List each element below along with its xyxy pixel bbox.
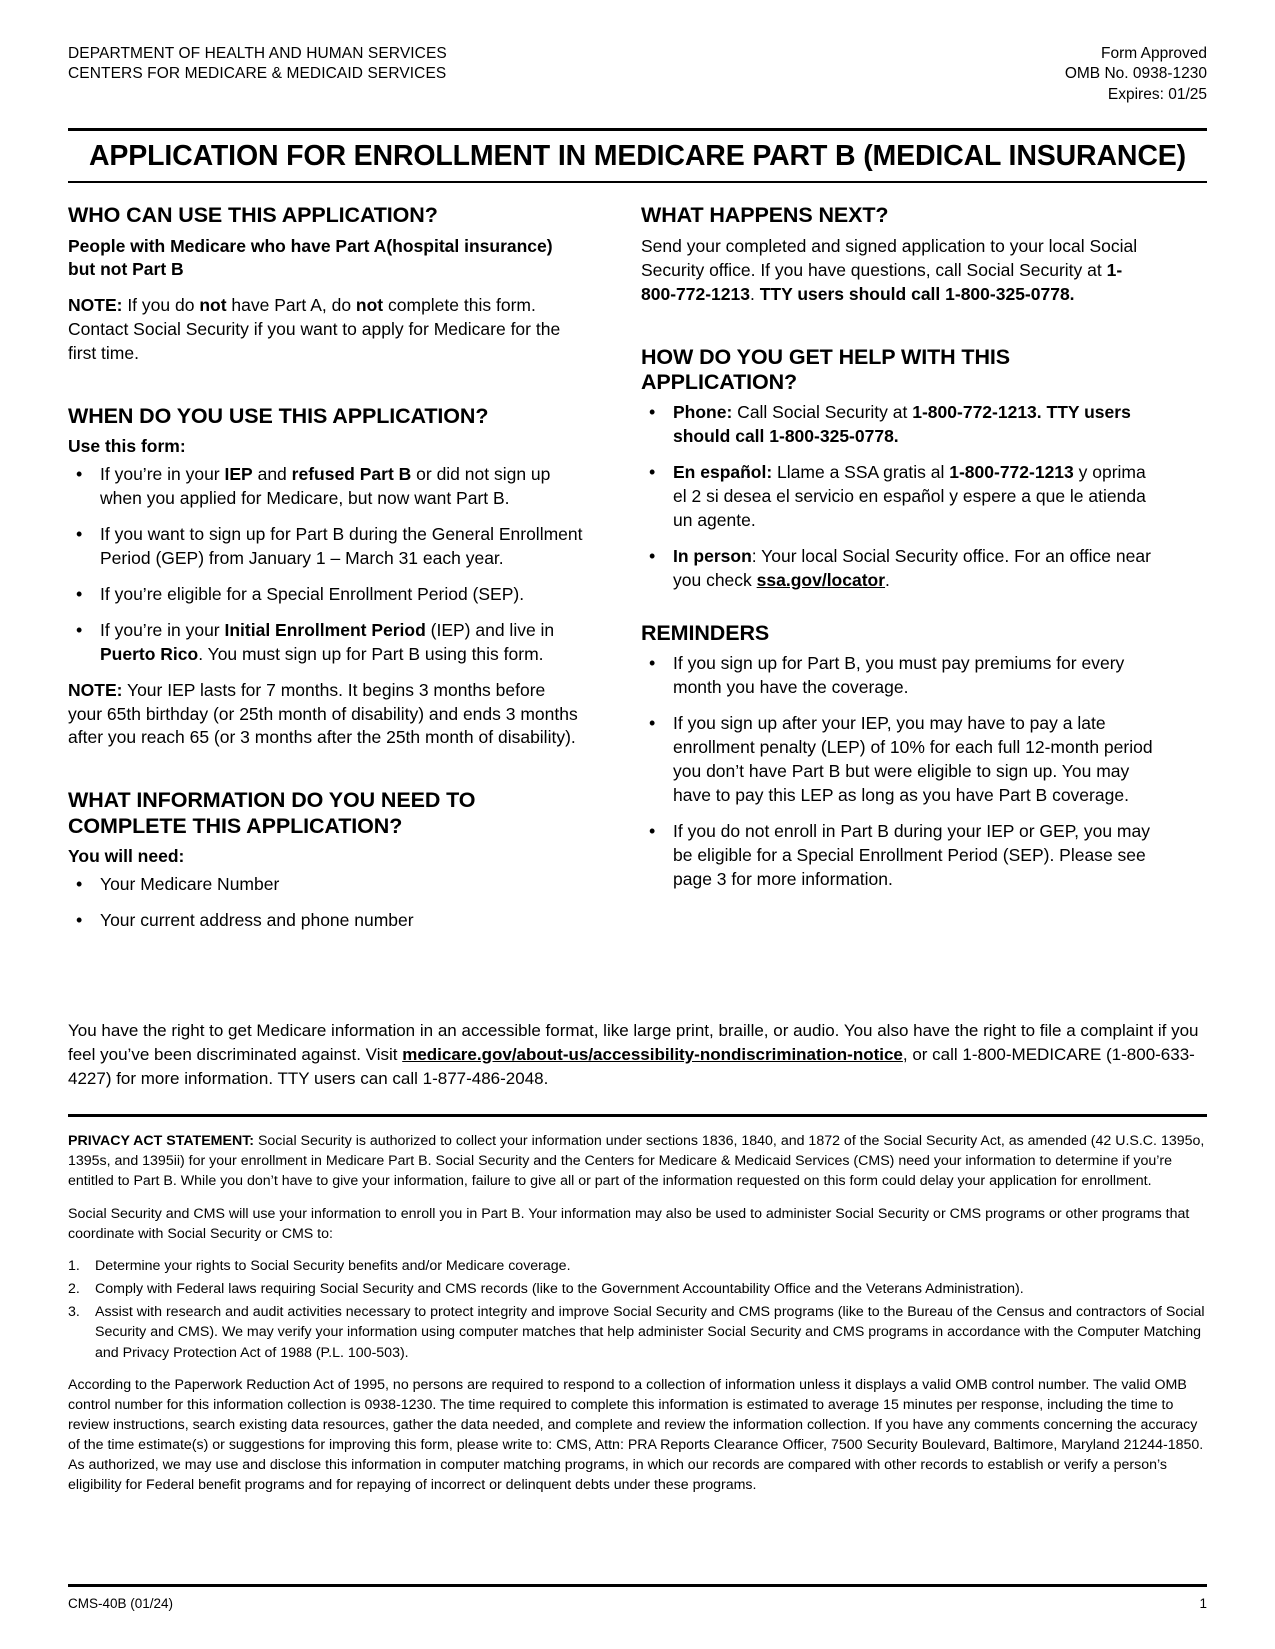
agency-name-block (68, 44, 447, 85)
phone-number: 1-800-772-1213 (912, 402, 1037, 423)
paperwork-reduction-paragraph: According to the Paperwork Reduction Act of 1995, no persons are required to respond to a collection of information unless it displays a valid OMB control number. The valid OMB control number for this information collection is 0938-1230. The time required to complete this information is estimated to average 15 minutes per response, including the time to review instructions, search existing data resources, gather the data needed, and complete and review the information collection. If you have any comments concerning the accuracy of the time estimate(s) or suggestions for improving this form, please write to: CMS, Attn: PRA Reports Clearance Officer, 7500 Security Boulevard, Baltimore, Maryland 21244-1850. As authorized, we may use and disclose this information in computer matching programs, in which our records are compared with other records to establish or verify a person’s eligibility for Federal benefit programs and for repaying of incorrect or delinquent debts under these programs. (68, 1376, 1204, 1494)
when-use-subhead: Use this form: (68, 436, 186, 457)
page-number: 1 (1199, 1596, 1207, 1611)
list-item: • If you sign up for Part B, you must pay premiums for every month you have the coverage. (641, 652, 1156, 700)
list-item-in-person (641, 545, 1156, 593)
next-text-1: Send your completed and signed application to your local Social Security office. If you have questions, call Social Security at (641, 235, 1138, 280)
list-item: • If you want to sign up for Part B during the General Enrollment Period (GEP) from January 1 – March 31 each year. (68, 523, 583, 571)
what-information-bullet-list (68, 873, 583, 933)
list-item: Determine your rights to Social Security benefits and/or Medicare coverage. (95, 1257, 571, 1274)
when-use-bullet-list (68, 463, 583, 667)
next-text-2: . (749, 283, 760, 304)
in-person-label: In person (673, 546, 752, 567)
privacy-divider (68, 1114, 1207, 1117)
privacy-label: PRIVACY ACT STATEMENT: (68, 1133, 255, 1150)
privacy-paragraph-1 (68, 1131, 1207, 1191)
accessibility-notice-link[interactable]: medicare.gov/about-us/accessibility-nondiscrimination-notice (402, 1044, 903, 1064)
phone-tty: . TTY users should call 1-800-325-0778. (673, 402, 1131, 447)
list-item: • Your Medicare Number (68, 873, 583, 897)
help-bullet-list (641, 401, 1156, 593)
phone-text: Call Social Security at (732, 402, 913, 423)
note-text: Your IEP lasts for 7 months. It begins 3 months before your 65th birthday (or 25th month of disability) and ends 3 months after you reach 65 (or 3 months after the 25th month of disability). (68, 679, 578, 748)
who-can-use-subhead: People with Medicare who have Part A(hospital insurance) but not Part B (68, 235, 553, 280)
list-item: • If you’re in your IEP and refused Part B or did not sign up when you applied for Medicare, but now want Part B. (68, 463, 583, 511)
footer-row (68, 1587, 1207, 1611)
espanol-text-2: y oprima el 2 si desea el servicio en español y espere a que le atienda un agente. (673, 462, 1146, 531)
ssa-phone-number: 1-800-772-1213 (641, 259, 1123, 304)
what-happens-next-text (641, 235, 1156, 307)
how-get-help-heading: HOW DO YOU GET HELP WITH THIS APPLICATION? (641, 344, 1010, 394)
espanol-text-1: Llame a SSA gratis al (772, 462, 950, 483)
agency-line-1: DEPARTMENT OF HEALTH AND HUMAN SERVICES (68, 45, 447, 62)
reminders-heading: REMINDERS (641, 621, 770, 646)
iep-note (68, 679, 583, 751)
note-label: NOTE: (68, 679, 123, 700)
list-item: • Your current address and phone number (68, 909, 583, 933)
list-item: Comply with Federal laws requiring Social Security and CMS records (like to the Government Accountability Office and the Veterans Administration). (95, 1281, 1024, 1298)
list-item: Assist with research and audit activities necessary to protect integrity and improve Social Security and CMS programs (like to the Bureau of the Census and contractors of Social Security and CMS). We may verify your information using computer matches that help administer Social Security and CMS programs in accordance with the Computer Matching and Privacy Protection Act of 1988 (P.L. 100-503). (95, 1304, 1205, 1361)
form-id: CMS-40B (01/24) (68, 1596, 174, 1611)
title-divider (68, 181, 1207, 183)
espanol-number: 1-800-772-1213 (949, 462, 1074, 483)
reminders-bullet-list (641, 652, 1156, 892)
list-item: • If you’re in your Initial Enrollment Period (IEP) and live in Puerto Rico. You must sign up for Part B using this form. (68, 619, 583, 667)
privacy-paragraph-1-text: Social Security is authorized to collect your information under sections 1836, 1840, and 1872 of the Social Security Act, as amended (42 U.S.C. 1395o, 1395s, and 1395ii) for your enrollment in Medicare Part B. Social Security and the Centers for Medicare & Medicaid Services (CMS) need your information to determine if you’re entitled to Part B. While you don’t have to give your information, failure to give all or part of the information requested on this form could delay your application for enrollment. (68, 1133, 1205, 1190)
omb-block (1065, 44, 1207, 105)
document-header (68, 44, 1207, 105)
list-item-phone (641, 401, 1156, 449)
ssa-locator-link[interactable]: ssa.gov/locator (756, 570, 886, 591)
who-can-use-note (68, 294, 583, 366)
omb-expires: Expires: 01/25 (1107, 85, 1207, 103)
privacy-numbered-list (68, 1256, 1207, 1363)
note-text: If you do not have Part A, do not complete this form. Contact Social Security if you want to apply for Medicare for the first time. (68, 294, 561, 363)
in-person-text-2: . (885, 570, 890, 591)
left-column (68, 203, 583, 944)
list-item: • If you’re eligible for a Special Enrollment Period (SEP). (68, 583, 583, 607)
in-person-text-1: : Your local Social Security office. For an office near you check (673, 546, 1151, 591)
form-approved-label: Form Approved (1101, 45, 1207, 62)
what-information-heading: WHAT INFORMATION DO YOU NEED TO COMPLETE THIS APPLICATION? (68, 788, 476, 838)
privacy-act-statement (68, 1131, 1207, 1496)
phone-label: Phone: (673, 402, 733, 423)
list-item-espanol (641, 461, 1156, 533)
page-footer (68, 1584, 1207, 1611)
omb-number: OMB No. 0938-1230 (1064, 65, 1207, 83)
espanol-label: En español: (673, 462, 773, 483)
accessibility-text-2: , or call 1-800-MEDICARE (1-800-633-4227) for more information. TTY users can call 1-877-486-2048. (68, 1044, 1195, 1088)
tty-phone-note: TTY users should call 1-800-325-0778. (759, 283, 1075, 304)
accessibility-notice (68, 1019, 1207, 1091)
list-item: • If you sign up after your IEP, you may have to pay a late enrollment penalty (LEP) of 10% for each full 12-month period you don’t have Part B but were eligible to sign up. You may have to pay this LEP as long as you have Part B coverage. (641, 712, 1156, 808)
agency-line-2: CENTERS FOR MEDICARE & MEDICAID SERVICES (68, 65, 447, 83)
right-column (641, 203, 1156, 944)
privacy-paragraph-2: Social Security and CMS will use your information to enroll you in Part B. Your information may also be used to administer Social Security or CMS programs or other programs that coordinate with Social Security or CMS to: (68, 1205, 1190, 1242)
page-title: APPLICATION FOR ENROLLMENT IN MEDICARE PART B (MEDICAL INSURANCE) (89, 140, 1186, 173)
two-column-body (68, 203, 1207, 944)
when-use-heading: WHEN DO YOU USE THIS APPLICATION? (68, 403, 489, 428)
what-happens-next-heading: WHAT HAPPENS NEXT? (641, 203, 889, 228)
accessibility-text-1: You have the right to get Medicare information in an accessible format, like large print, braille, or audio. You also have the right to file a complaint if you feel you’ve been discriminated against. Visit (68, 1020, 1199, 1064)
note-label: NOTE: (68, 294, 123, 315)
who-can-use-heading: WHO CAN USE THIS APPLICATION? (68, 203, 438, 228)
what-information-subhead: You will need: (68, 846, 185, 867)
list-item: • If you do not enroll in Part B during your IEP or GEP, you may be eligible for a Special Enrollment Period (SEP). Please see page 3 for more information. (641, 820, 1156, 892)
